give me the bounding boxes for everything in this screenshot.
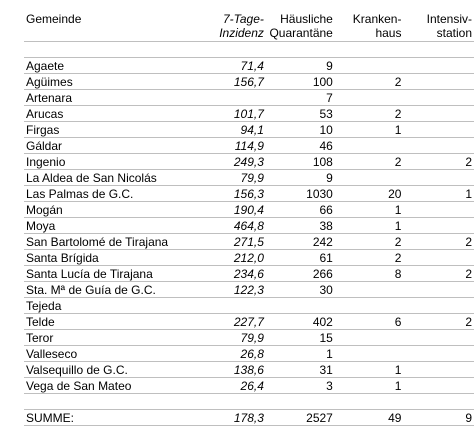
cell-quarantine: 66 xyxy=(266,202,335,218)
header-icu-line2: station xyxy=(436,26,472,40)
cell-icu xyxy=(403,202,474,218)
cell-icu xyxy=(403,250,474,266)
cell-municipality: Teror xyxy=(24,330,195,346)
cell-hospital xyxy=(335,330,404,346)
cell-incidence: 94,1 xyxy=(195,122,265,138)
cell-municipality: Agaete xyxy=(24,58,195,74)
cell-quarantine: 31 xyxy=(266,362,335,378)
cell-quarantine: 7 xyxy=(266,90,335,106)
summary-icu: 9 xyxy=(403,410,474,426)
table-row xyxy=(24,346,474,362)
cell-municipality: Artenara xyxy=(24,90,195,106)
blank-row xyxy=(24,42,474,58)
header-hospital xyxy=(335,12,404,42)
cell-quarantine: 38 xyxy=(266,218,335,234)
cell-incidence: 79,9 xyxy=(195,170,265,186)
cell-icu xyxy=(403,330,474,346)
header-icu-line1: Intensiv- xyxy=(426,12,472,26)
cell-hospital: 20 xyxy=(335,186,404,202)
table-row xyxy=(24,218,474,234)
cell-hospital: 2 xyxy=(335,234,404,250)
header-municipality-label: Gemeinde xyxy=(26,12,82,26)
cell-hospital xyxy=(335,298,404,314)
header-incidence xyxy=(195,12,265,42)
cell-incidence: 79,9 xyxy=(195,330,265,346)
cell-incidence: 227,7 xyxy=(195,314,265,330)
cell-quarantine: 15 xyxy=(266,330,335,346)
header-hospital-line2: haus xyxy=(375,26,402,40)
header-quarantine-line2: Quarantäne xyxy=(269,26,333,40)
summary-hospital: 49 xyxy=(335,410,404,426)
gap-row xyxy=(24,394,474,410)
cell-incidence: 26,4 xyxy=(195,378,265,394)
cell-icu: 2 xyxy=(403,154,474,170)
cell-municipality: Vega de San Mateo xyxy=(24,378,195,394)
cell-incidence: 249,3 xyxy=(195,154,265,170)
cell-municipality: Mogán xyxy=(24,202,195,218)
cell-icu xyxy=(403,346,474,362)
cell-municipality: Firgas xyxy=(24,122,195,138)
cell-incidence xyxy=(195,90,265,106)
table-row xyxy=(24,362,474,378)
cell-incidence: 138,6 xyxy=(195,362,265,378)
cell-icu xyxy=(403,218,474,234)
cell-quarantine: 3 xyxy=(266,378,335,394)
cell-icu xyxy=(403,378,474,394)
cell-icu xyxy=(403,106,474,122)
table-row xyxy=(24,90,474,106)
table-row xyxy=(24,106,474,122)
cell-municipality: San Bartolomé de Tirajana xyxy=(24,234,195,250)
cell-municipality: Tejeda xyxy=(24,298,195,314)
cell-hospital xyxy=(335,346,404,362)
cell-quarantine: 61 xyxy=(266,250,335,266)
table-row xyxy=(24,202,474,218)
cell-incidence xyxy=(195,298,265,314)
cell-icu: 2 xyxy=(403,314,474,330)
cell-hospital xyxy=(335,58,404,74)
cell-icu xyxy=(403,58,474,74)
table-body xyxy=(24,42,474,394)
header-incidence-line2: Inzidenz xyxy=(219,26,264,40)
cell-quarantine: 30 xyxy=(266,282,335,298)
summary-quarantine: 2527 xyxy=(266,410,335,426)
cell-quarantine: 100 xyxy=(266,74,335,90)
cell-incidence: 271,5 xyxy=(195,234,265,250)
cell-incidence: 156,7 xyxy=(195,74,265,90)
cell-quarantine: 1 xyxy=(266,346,335,362)
header-hospital-line1: Kranken- xyxy=(352,12,402,26)
cell-hospital xyxy=(335,138,404,154)
cell-quarantine: 9 xyxy=(266,58,335,74)
table-row xyxy=(24,298,474,314)
cell-municipality: Santa Lucía de Tirajana xyxy=(24,266,195,282)
header-municipality xyxy=(24,12,195,42)
cell-hospital: 1 xyxy=(335,202,404,218)
cell-incidence: 212,0 xyxy=(195,250,265,266)
cell-icu xyxy=(403,74,474,90)
covid-municipality-table xyxy=(24,12,474,426)
cell-hospital: 1 xyxy=(335,378,404,394)
table-row xyxy=(24,266,474,282)
cell-icu: 1 xyxy=(403,186,474,202)
table-row xyxy=(24,234,474,250)
table-row xyxy=(24,170,474,186)
cell-hospital: 6 xyxy=(335,314,404,330)
table-row xyxy=(24,58,474,74)
cell-hospital: 1 xyxy=(335,218,404,234)
cell-quarantine xyxy=(266,298,335,314)
cell-incidence: 26,8 xyxy=(195,346,265,362)
table-row xyxy=(24,330,474,346)
cell-incidence: 234,6 xyxy=(195,266,265,282)
cell-municipality: Sta. Mª de Guía de G.C. xyxy=(24,282,195,298)
table-row xyxy=(24,74,474,90)
cell-hospital xyxy=(335,90,404,106)
header-incidence-line1: 7-Tage- xyxy=(222,12,264,26)
header-quarantine xyxy=(266,12,335,42)
table-row xyxy=(24,186,474,202)
cell-hospital: 8 xyxy=(335,266,404,282)
cell-hospital: 2 xyxy=(335,250,404,266)
cell-hospital: 2 xyxy=(335,106,404,122)
cell-hospital: 1 xyxy=(335,362,404,378)
cell-municipality: Ingenio xyxy=(24,154,195,170)
cell-incidence: 464,8 xyxy=(195,218,265,234)
cell-quarantine: 266 xyxy=(266,266,335,282)
cell-icu: 2 xyxy=(403,234,474,250)
cell-incidence: 101,7 xyxy=(195,106,265,122)
cell-hospital: 1 xyxy=(335,122,404,138)
table-row xyxy=(24,250,474,266)
cell-hospital xyxy=(335,170,404,186)
cell-municipality: Valleseco xyxy=(24,346,195,362)
cell-municipality: Valsequillo de G.C. xyxy=(24,362,195,378)
cell-municipality: Santa Brígida xyxy=(24,250,195,266)
cell-hospital: 2 xyxy=(335,74,404,90)
cell-municipality: La Aldea de San Nicolás xyxy=(24,170,195,186)
header-row xyxy=(24,12,474,42)
cell-municipality: Arucas xyxy=(24,106,195,122)
cell-icu xyxy=(403,298,474,314)
cell-icu: 2 xyxy=(403,266,474,282)
cell-icu xyxy=(403,362,474,378)
cell-municipality: Gáldar xyxy=(24,138,195,154)
cell-hospital: 2 xyxy=(335,154,404,170)
table-row xyxy=(24,282,474,298)
cell-incidence: 71,4 xyxy=(195,58,265,74)
table-row xyxy=(24,122,474,138)
table-row xyxy=(24,138,474,154)
cell-incidence: 114,9 xyxy=(195,138,265,154)
cell-quarantine: 1030 xyxy=(266,186,335,202)
cell-hospital xyxy=(335,282,404,298)
cell-incidence: 190,4 xyxy=(195,202,265,218)
cell-quarantine: 9 xyxy=(266,170,335,186)
cell-quarantine: 10 xyxy=(266,122,335,138)
cell-municipality: Moya xyxy=(24,218,195,234)
table-row xyxy=(24,154,474,170)
cell-incidence: 156,3 xyxy=(195,186,265,202)
cell-quarantine: 46 xyxy=(266,138,335,154)
cell-quarantine: 402 xyxy=(266,314,335,330)
summary-incidence: 178,3 xyxy=(195,410,265,426)
cell-icu xyxy=(403,282,474,298)
header-quarantine-line1: Häusliche xyxy=(280,12,333,26)
cell-quarantine: 53 xyxy=(266,106,335,122)
cell-incidence: 122,3 xyxy=(195,282,265,298)
cell-municipality: Agüimes xyxy=(24,74,195,90)
cell-icu xyxy=(403,138,474,154)
cell-quarantine: 242 xyxy=(266,234,335,250)
table-row xyxy=(24,378,474,394)
summary-label: SUMME: xyxy=(24,410,195,426)
table-row xyxy=(24,314,474,330)
cell-icu xyxy=(403,122,474,138)
cell-municipality: Telde xyxy=(24,314,195,330)
header-icu xyxy=(403,12,474,42)
cell-quarantine: 108 xyxy=(266,154,335,170)
cell-icu xyxy=(403,170,474,186)
cell-icu xyxy=(403,90,474,106)
cell-municipality: Las Palmas de G.C. xyxy=(24,186,195,202)
